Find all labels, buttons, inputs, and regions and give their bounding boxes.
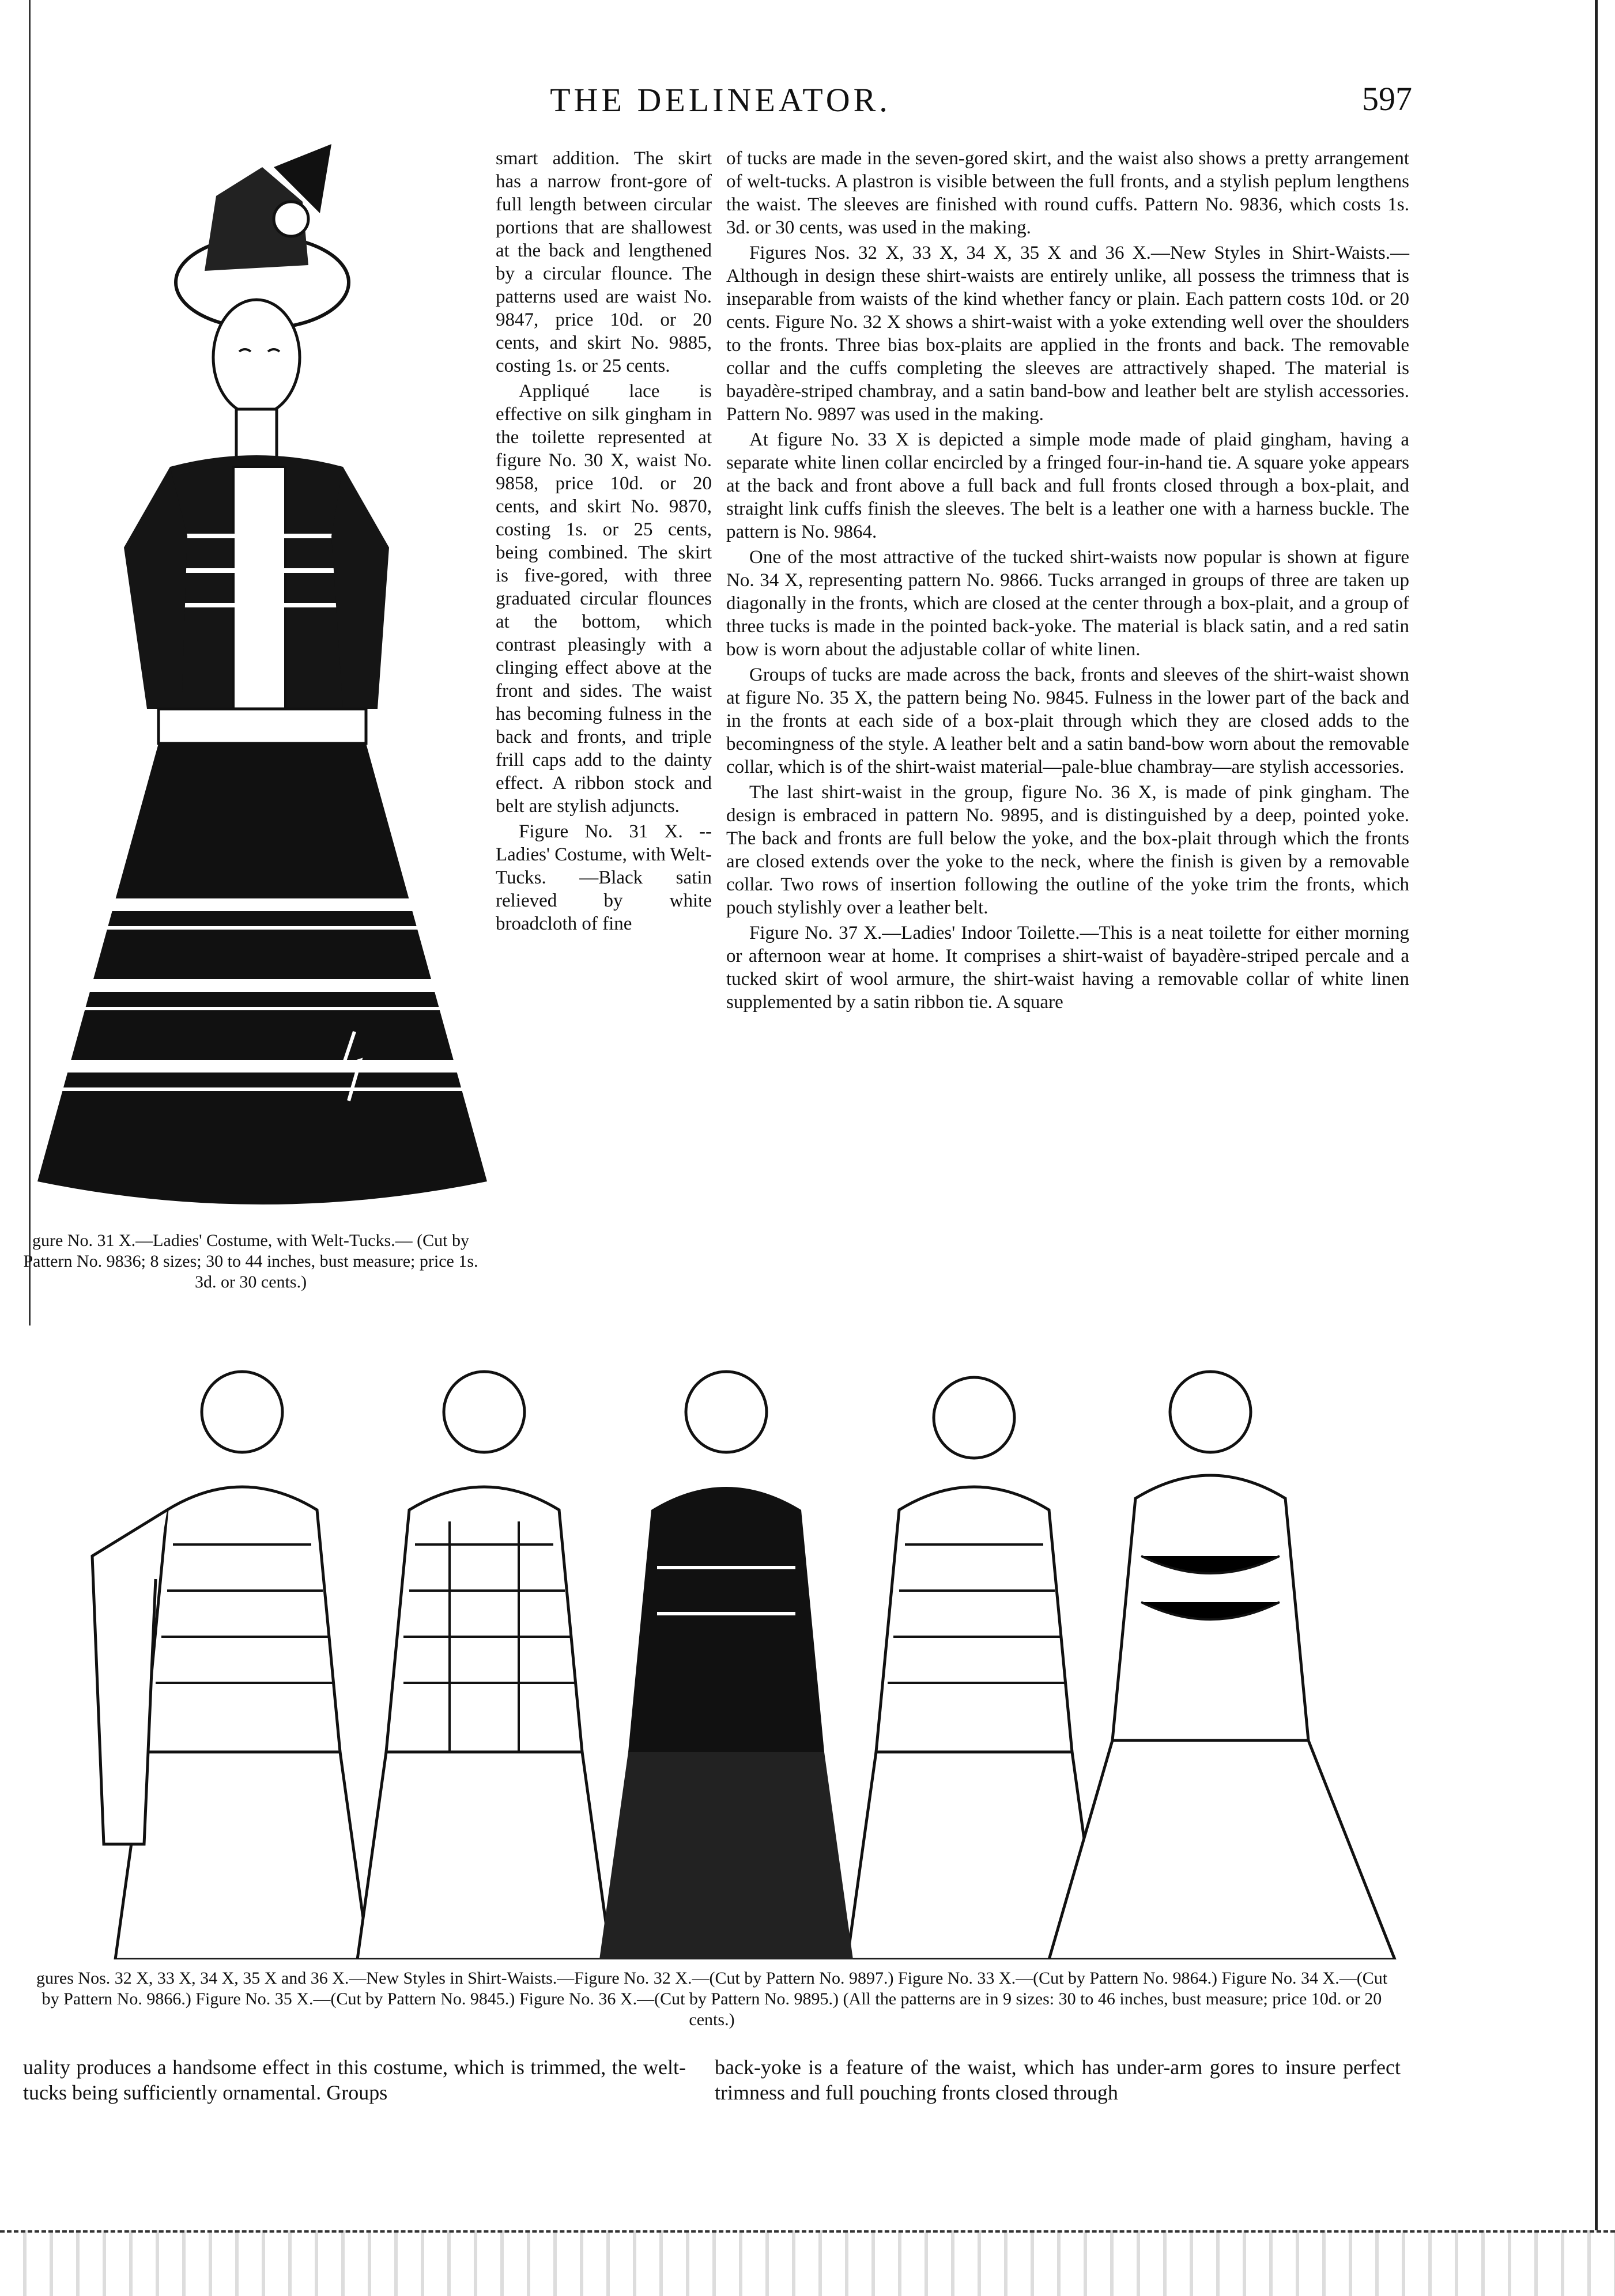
figure-31-caption: gure No. 31 X.—Ladies' Costume, with Welt-Tucks.— (Cut by Pattern No. 9836; 8 sizes; 30 to 44 inches, bust measure; price 1s. 3d. or 30 cents.): [23, 1231, 478, 1292]
figure-31-illustration: [32, 133, 487, 1228]
page-title: THE DELINEATOR.: [550, 81, 891, 119]
middle-paragraph: Appliqué lace is effective on silk gingham in the toilette represented at figure No. 30 X, waist No. 9858, price 10d. or 20 cents, and skirt No. 9870, costing 1s. or 25 cents, being combined. The skirt is five-gored, with three graduated circular flounces at the bottom, which contrast pleasingly with a clinging effect above at the front and sides. The waist has becoming fulness in the back and fronts, and triple frill caps add to the dainty effect. A ribbon stock and belt are stylish adjuncts.: [496, 381, 712, 817]
page-number: 597: [1362, 80, 1412, 118]
middle-paragraph: smart addition. The skirt has a narrow front-gore of full length between circular portions that are shallowest at the back and lengthened by a circular flounce. The patterns used are waist No. 9847, price 10d. or 20 cents, and skirt No. 9885, costing 1s. or 25 cents.: [496, 148, 712, 376]
middle-paragraph: Figure No. 31 X. --Ladies' Costume, with Welt-Tucks. —Black satin relieved by white broadcloth of fine: [496, 821, 712, 934]
right-page-edge: [1595, 0, 1615, 2296]
right-paragraph: of tucks are made in the seven-gored skirt, and the waist also shows a pretty arrangement of welt-tucks. A plastron is visible between the full fronts, and a stylish peplum lengthens the waist. The sleeves are finished with round cuffs. Pattern No. 9836, which costs 1s. 3d. or 30 cents, was used in the making.: [726, 148, 1409, 238]
figures-32-36-illustration: [81, 1349, 1406, 1959]
right-paragraph: Figure No. 37 X.—Ladies' Indoor Toilette.—This is a neat toilette for either morning or afternoon wear at home. It comprises a shirt-waist of bayadère-striped percale and a tucked skirt of wool armure, the shirt-waist having a removable collar of white linen supplemented by a satin ribbon tie. A square: [726, 923, 1409, 1013]
right-paragraph: The last shirt-waist in the group, figure No. 36 X, is made of pink gingham. The design is embraced in pattern No. 9895, and is distinguished by a deep, pointed yoke. The back and fronts are full below the yoke, and the box-plait through which the fronts are closed extends over the yoke to the neck, where the finish is given by a removable collar. Two rows of insertion following the outline of the yoke trim the fronts, which pouch stylishly over a leather belt.: [726, 782, 1409, 918]
bottom-scan-edge: [0, 2230, 1615, 2296]
middle-column: [496, 147, 712, 938]
right-paragraph: Groups of tucks are made across the back, fronts and sleeves of the shirt-waist shown at figure No. 35 X, the pattern being No. 9845. Fulness in the lower part of the back and in the fronts at each side of a box-plait through which they are closed adds to the becomingness of the style. A leather belt and a satin band-bow worn about the removable collar, which is of the shirt-waist material—pale-blue chambray—are stylish accessories.: [726, 664, 1409, 777]
right-paragraph: One of the most attractive of the tucked shirt-waists now popular is shown at figure No. 34 X, representing pattern No. 9866. Tucks arranged in groups of three are taken up diagonally in the fronts, which are closed at the center through a box-plait, and a group of three tucks is made in the pointed back-yoke. The material is black satin, and a red satin bow is worn about the adjustable collar of white linen.: [726, 547, 1409, 660]
right-paragraph: Figures Nos. 32 X, 33 X, 34 X, 35 X and 36 X.—New Styles in Shirt-Waists.—Although in design these shirt-waists are entirely unlike, all possess the trimness that is inseparable from waists of the kind whether fancy or plain. Each pattern costs 10d. or 20 cents. Figure No. 32 X shows a shirt-waist with a yoke extending well over the shoulders to the fronts. Three bias box-plaits are applied in the fronts and back. The removable collar and the cuffs completing the sleeves are attractively shaped. The material is bayadère-striped chambray, and a satin band-bow and leather belt are stylish accessories. Pattern No. 9897 was used in the making.: [726, 243, 1409, 425]
right-column: [726, 147, 1409, 1016]
bottom-right-text: back-yoke is a feature of the waist, which has under-arm gores to insure perfect trimness and full pouching fronts closed through: [715, 2056, 1401, 2104]
figures-32-36-caption: gures Nos. 32 X, 33 X, 34 X, 35 X and 36 X.—New Styles in Shirt-Waists.—Figure No. 32 X.—(Cut by Pattern No. 9897.) Figure No. 33 X.—(Cut by Pattern No. 9864.) Figure No. 34 X.—(Cut by Pattern No. 9866.) Figure No. 35 X.—(Cut by Pattern No. 9845.) Figure No. 36 X.—(Cut by Pattern No. 9895.) (All the patterns are in 9 sizes: 30 to 46 inches, bust measure; price 10d. or 20 cents.): [36, 1969, 1388, 2029]
left-page-bleed: [0, 0, 31, 1326]
right-paragraph: At figure No. 33 X is depicted a simple mode made of plaid gingham, having a separate white linen collar encircled by a fringed four-in-hand tie. A square yoke appears at the back and front above a full back and full fronts closed through a box-plait, and straight link cuffs finish the sleeves. The belt is a leather one with a harness buckle. The pattern is No. 9864.: [726, 429, 1409, 542]
bottom-left-text: uality produces a handsome effect in this costume, which is trimmed, the welt-tucks being sufficiently ornamental. Groups: [23, 2056, 686, 2104]
